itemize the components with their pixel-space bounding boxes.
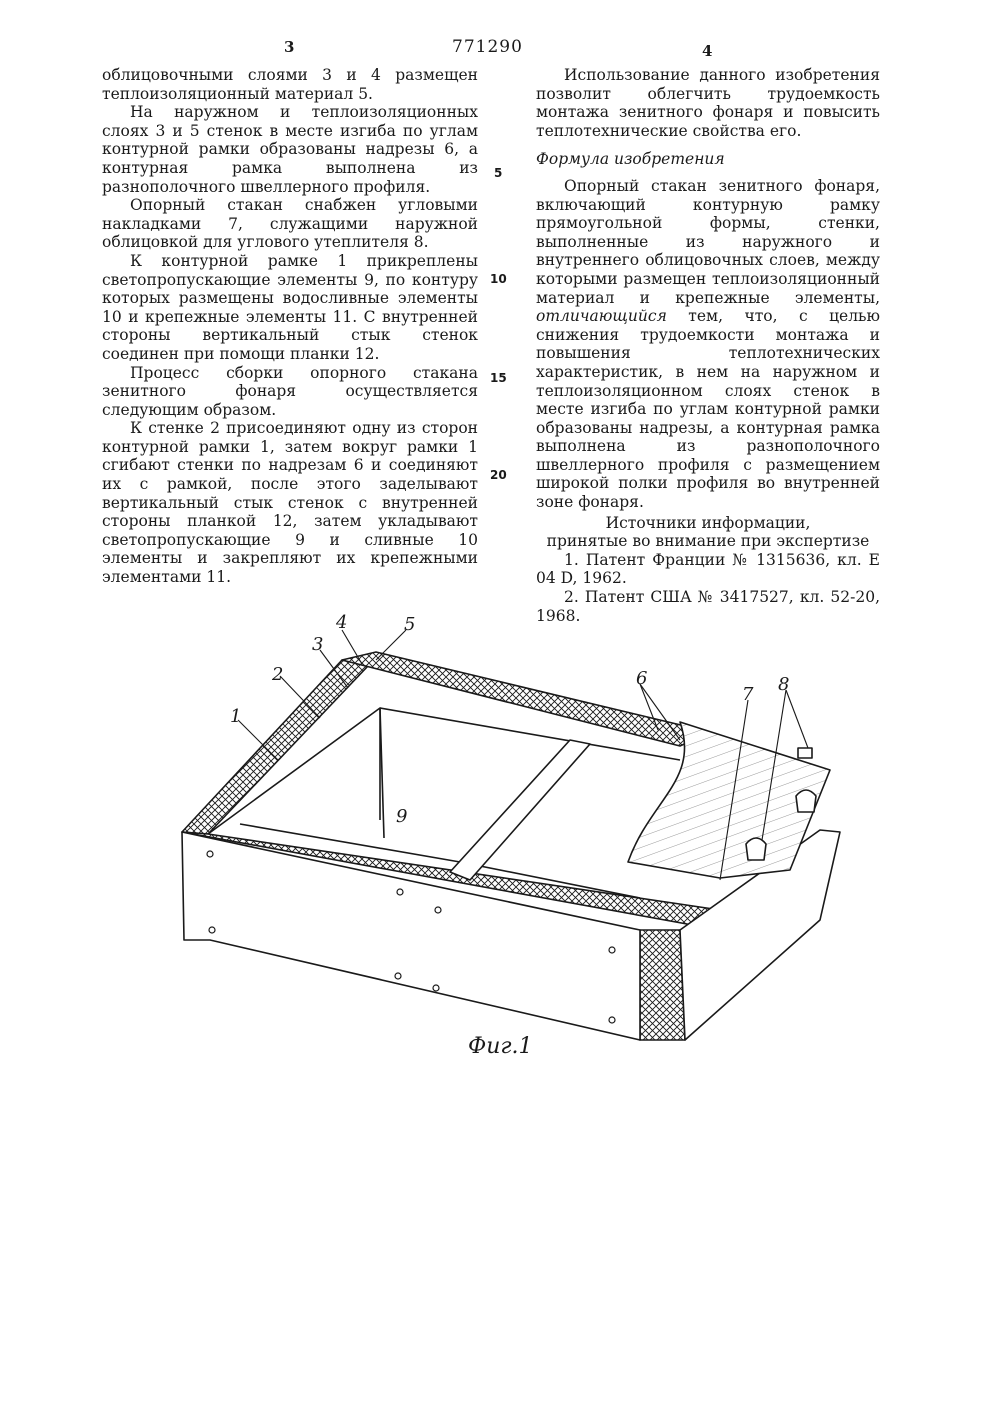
- callout-1: 1: [230, 706, 242, 727]
- callout-2: 2: [272, 664, 284, 685]
- line-number-10: 10: [490, 272, 507, 286]
- sources-subtitle: принятые во внимание при экспертизе: [546, 532, 870, 551]
- line-number-20: 20: [490, 468, 507, 482]
- claim-text-a: Опорный стакан зенитного фонаря, включающий контурную рамку прямоугольной формы, стенки, выполненные из наружного и внутреннего облицовочных слоев, между которыми размещен теплоизоляционный материал и крепежные элементы,: [536, 176, 880, 307]
- claim-text-b: тем, что, с целью снижения трудоемкости монтажа и повышения теплотехнических характеристик, в нем на наружном и теплоизоляционном слоях стенок в месте изгиба по углам контурной рамки образованы надрезы, а контурная рамка выполнена из разнополочного швеллерного профиля с размещением широкой полки профиля во внутренней зоне фонаря.: [536, 307, 880, 512]
- claims-heading: Формула изобретения: [536, 150, 725, 169]
- cross-beam: [450, 740, 590, 880]
- reference-1: 1. Патент Франции № 1315636, кл. Е 04 D, 1962.: [536, 550, 880, 588]
- patent-number: 771290: [452, 37, 523, 57]
- rivet: [207, 851, 213, 857]
- clamp-3: [746, 838, 766, 860]
- claim-distinguishing-word: отличающийся: [536, 307, 667, 326]
- callout-9: 9: [396, 806, 408, 827]
- callout-3: 3: [312, 634, 324, 655]
- figure-caption: Фиг.1: [468, 1034, 533, 1059]
- clamp-2: [796, 790, 816, 812]
- corner-insulation: [640, 930, 685, 1040]
- left-paragraph-4: К контурной рамке 1 прикреплены светопропускающие элементы 9, по контуру которых размещены водосливные элементы 10 и крепежные элементы 11. С внутренней стороны вертикальный стык стенок соединен при помощи планки 12.: [102, 251, 478, 363]
- right-paragraph-1: Использование данного изобретения позволит облегчить трудоемкость монтажа зенитного фонаря и повысить теплотехнические свойства его.: [536, 66, 880, 140]
- left-paragraph-6: К стенке 2 присоединяют одну из сторон контурной рамки 1, затем вокруг рамки 1 сгибают стенки по надрезам 6 и соединяют их с рамкой, после этого заделывают вертикальный стык стенок с внутренней стороны планкой 12, затем укладывают светопропускающие 9 и сливные 10 элементы и закрепляют их крепежными элементами 11.: [102, 419, 478, 587]
- left-paragraph-2: На наружном и теплоизоляционных слоях 3 и 5 стенок в месте изгиба по углам контурной рамки образованы надрезы 6, а контурная рамка выполнена из разнополочного швеллерного профиля.: [102, 103, 478, 196]
- page-number-right: 4: [702, 42, 713, 60]
- right-column: [536, 66, 880, 625]
- line-number-5: 5: [494, 166, 503, 180]
- rivet: [395, 973, 401, 979]
- callout-7: 7: [742, 684, 754, 705]
- left-paragraph-3: Опорный стакан снабжен угловыми накладками 7, служащими наружной облицовкой для углового утеплителя 8.: [102, 196, 478, 252]
- callout-8: 8: [778, 674, 790, 695]
- insulation-left-top: [182, 660, 368, 834]
- figure-drawing: [180, 600, 860, 1080]
- callout-4: 4: [336, 612, 348, 633]
- left-paragraph-1: облицовочными слоями 3 и 4 размещен теплоизоляционный материал 5.: [102, 66, 478, 103]
- insulation-back-top: [342, 652, 710, 746]
- reference-2: 2. Патент США № 3417527, кл. 52-20, 1968.: [536, 588, 880, 625]
- rivet: [433, 985, 439, 991]
- sources-title: Источники информации,: [605, 513, 811, 532]
- rivet: [609, 947, 615, 953]
- claim-text: [536, 177, 880, 512]
- callout-6: 6: [636, 668, 648, 689]
- line-number-15: 15: [490, 371, 507, 385]
- left-column: [102, 66, 478, 587]
- clamp-1: [798, 748, 812, 758]
- callout-5: 5: [404, 614, 416, 635]
- left-paragraph-5: Процесс сборки опорного стакана зенитного фонаря осуществляется следующим образом.: [102, 363, 478, 419]
- rivet: [609, 1017, 615, 1023]
- rivet: [397, 889, 403, 895]
- front-wall: [182, 832, 640, 1040]
- rivet: [209, 927, 215, 933]
- rivet: [435, 907, 441, 913]
- page-number-left: 3: [284, 38, 295, 56]
